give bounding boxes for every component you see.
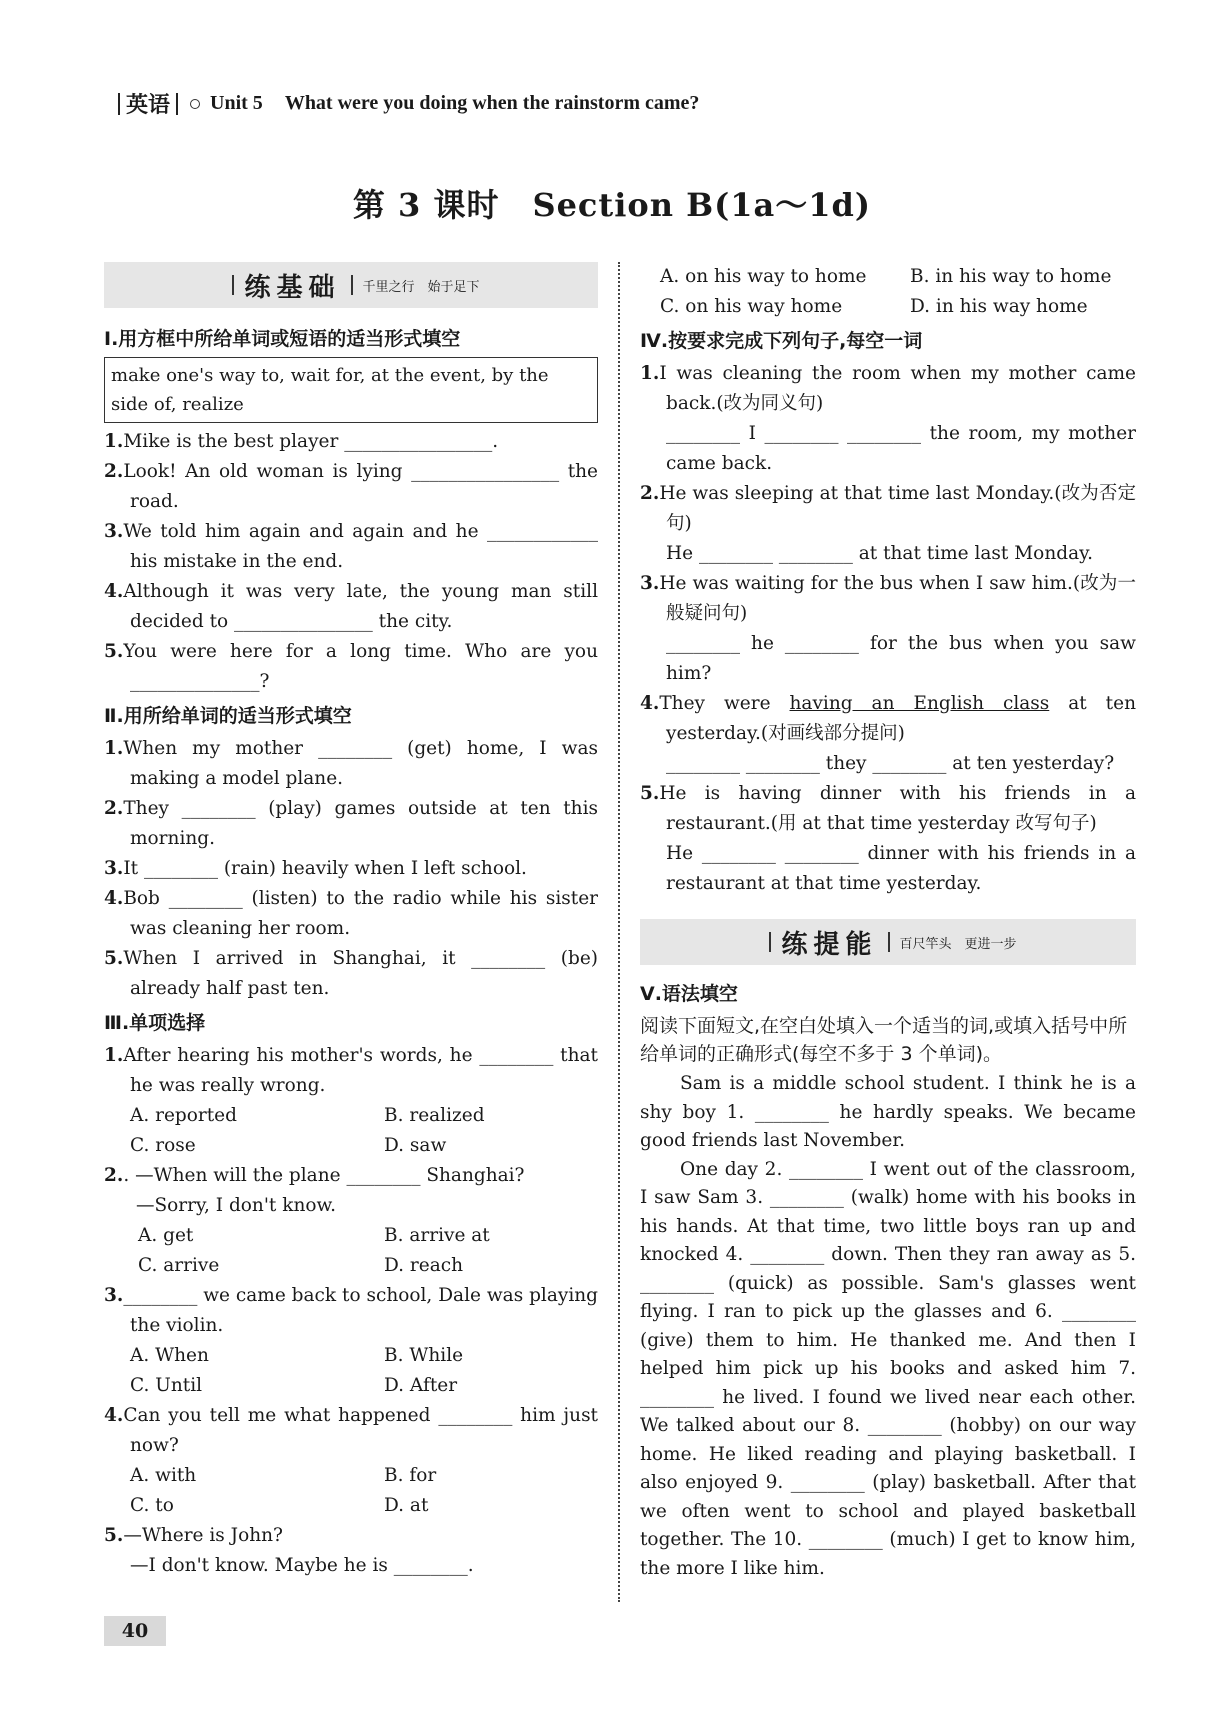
- question-item: 4.Can you tell me what happened ________ him just now?: [104, 1405, 598, 1456]
- banner-subtitle: 千里之行 始于足下: [362, 279, 480, 295]
- banner-bar: [888, 932, 890, 952]
- option: C. rose: [130, 1135, 196, 1156]
- unit-title: What were you doing when the rainstorm came?: [284, 92, 700, 114]
- answer-line: ________ I ________ ________ the room, my mother came back.: [666, 423, 1136, 474]
- answer-line: ________ he ________ for the bus when you saw him?: [666, 633, 1136, 684]
- passage-paragraph: Sam is a middle school student. I think he is a shy boy 1. ________ he hardly speaks. We became good friends last November.: [640, 1073, 1136, 1151]
- question-item: 4.They were having an English class at ten yesterday.(对画线部分提问): [640, 693, 1136, 744]
- option: C. on his way home: [660, 296, 843, 317]
- dialogue-line: —I don't know. Maybe he is ________.: [130, 1555, 474, 1576]
- question-item: 2.He was sleeping at that time last Monday.(改为否定句): [640, 483, 1136, 534]
- option: A. on his way to home: [660, 266, 867, 287]
- section-banner-basic: [104, 262, 598, 308]
- option: D. in his way home: [910, 296, 1088, 317]
- options: [640, 262, 1136, 322]
- banner-title: 练基础: [244, 272, 341, 303]
- section-3-heading: Ⅲ.单项选择: [104, 1012, 206, 1034]
- section-1-heading: Ⅰ.用方框中所给单词或短语的适当形式填空: [104, 328, 461, 350]
- banner-bar: [769, 932, 771, 952]
- column-divider: [618, 262, 620, 1602]
- option: A. When: [130, 1345, 209, 1366]
- right-column: [640, 262, 1136, 1583]
- question-item: 3.It ________ (rain) heavily when I left school.: [104, 858, 527, 879]
- page-title: 第 3 课时 Section B(1a～1d): [352, 186, 872, 224]
- question-item: 3.He was waiting for the bus when I saw him.(改为一般疑问句): [640, 573, 1136, 624]
- word-box: make one's way to, wait for, at the event, by the side of, realize: [104, 357, 598, 423]
- question-item: 2.They ________ (play) games outside at ten this morning.: [104, 798, 598, 849]
- option: B. While: [384, 1345, 464, 1366]
- banner-bar: [232, 275, 234, 295]
- page-number: 40: [104, 1616, 166, 1646]
- banner-subtitle: 百尺竿头 更进一步: [899, 936, 1017, 952]
- instruction-text: 阅读下面短文,在空白处填入一个适当的词,或填入括号中所给单词的正确形式(每空不多于 3 个单词)。: [640, 1015, 1128, 1065]
- option: C. Until: [130, 1375, 203, 1396]
- question-item: 1.Mike is the best player ________________.: [104, 431, 499, 452]
- question-item: 4.Bob ________ (listen) to the radio while his sister was cleaning her room.: [104, 888, 598, 939]
- banner-bar: [351, 275, 353, 295]
- options: [104, 1101, 598, 1161]
- question-item: 5.You were here for a long time. Who are you ______________?: [104, 641, 598, 692]
- answer-line: He ________ ________ at that time last Monday.: [666, 543, 1093, 564]
- question-item: 4.Although it was very late, the young man still decided to _______________ the city.: [104, 581, 598, 632]
- header-bar: [176, 93, 178, 115]
- section-4-heading: Ⅳ.按要求完成下列句子,每空一词: [640, 330, 923, 352]
- question-item: 3.________ we came back to school, Dale was playing the violin.: [104, 1285, 598, 1336]
- passage-paragraph: One day 2. ________ I went out of the classroom, I saw Sam 3. ________ (walk) home with his books in his hands. At that time, two little boys ran up and knocked 4. ________ down. Then they ran away as 5. ________ (quick) as possible. Sam's glasses went flying. I ran to pick up the glasses and 6. ________ (give) them to him. He thanked me. And then I helped him pick up his books and asked him 7. ________ he lived. I found we lived near each other. We talked about our 8. ________ (hobby) on our way home. He liked reading and playing basketball. I also enjoyed 9. ________ (play) basketball. After that we often went to school and played basketball together. The 10. ________ (much) I get to know him, the more I like him.: [640, 1158, 1136, 1579]
- options: [104, 1221, 598, 1281]
- question-item: 1.I was cleaning the room when my mother came back.(改为同义句): [640, 363, 1136, 414]
- left-column: [104, 262, 598, 1581]
- option: C. arrive: [138, 1255, 220, 1276]
- option: A. reported: [130, 1105, 237, 1126]
- options: [104, 1461, 598, 1521]
- question-item: 1.When my mother ________ (get) home, I was making a model plane.: [104, 738, 598, 789]
- circle-icon: [190, 99, 200, 109]
- option: D. saw: [384, 1135, 447, 1156]
- answer-line: ________ ________ they ________ at ten yesterday?: [666, 753, 1115, 774]
- question-item: 5.When I arrived in Shanghai, it ________ (be) already half past ten.: [104, 948, 598, 999]
- section-5-heading: Ⅴ.语法填空: [640, 983, 738, 1005]
- question-item: 5.He is having dinner with his friends in a restaurant.(用 at that time yesterday 改写句子): [640, 783, 1136, 834]
- section-banner-advanced: [640, 919, 1136, 965]
- unit-label: Unit 5: [210, 92, 263, 114]
- dialogue-line: —Sorry, I don't know.: [136, 1195, 337, 1216]
- options: [104, 1341, 598, 1401]
- option: B. in his way to home: [910, 266, 1112, 287]
- section-2-heading: Ⅱ.用所给单词的适当形式填空: [104, 705, 352, 727]
- question-item: 3.We told him again and again and he ____________ his mistake in the end.: [104, 521, 598, 572]
- subject-label: 英语: [126, 93, 171, 118]
- option: D. at: [384, 1495, 429, 1516]
- option: A. with: [130, 1465, 197, 1486]
- underlined-phrase: having an English class: [789, 693, 1050, 714]
- option: B. arrive at: [384, 1225, 490, 1246]
- question-item: 2.Look! An old woman is lying ________________ the road.: [104, 461, 598, 512]
- question-item: 5.—Where is John?: [104, 1525, 283, 1546]
- option: C. to: [130, 1495, 174, 1516]
- question-item: 1.After hearing his mother's words, he ________ that he was really wrong.: [104, 1045, 598, 1096]
- option: B. for: [384, 1465, 437, 1486]
- banner-title: 练提能: [781, 929, 878, 960]
- option: D. reach: [384, 1255, 464, 1276]
- header-bar: [118, 93, 120, 115]
- answer-line: He ________ ________ dinner with his friends in a restaurant at that time yesterday.: [666, 843, 1136, 894]
- option: A. get: [138, 1225, 194, 1246]
- page-header: [112, 88, 699, 119]
- question-item: 2.. —When will the plane ________ Shanghai?: [104, 1165, 525, 1186]
- option: B. realized: [384, 1105, 485, 1126]
- option: D. After: [384, 1375, 458, 1396]
